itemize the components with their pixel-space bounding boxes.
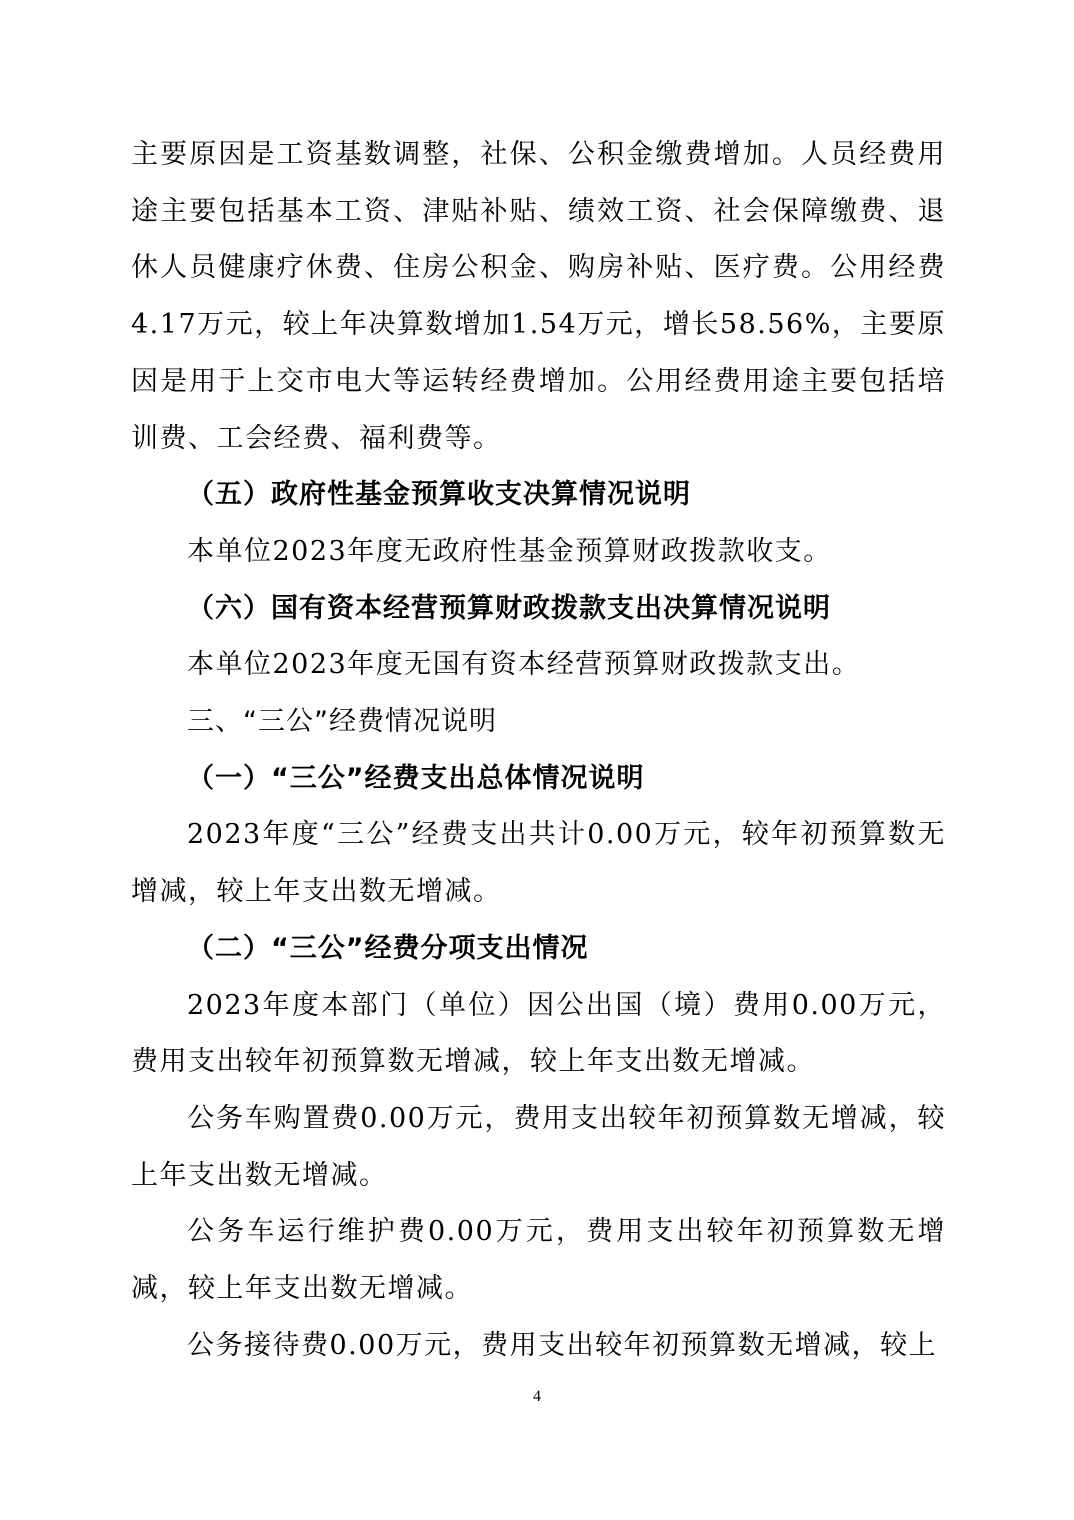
paragraph-vehicle-purchase: 公务车购置费0.00万元，费用支出较年初预算数无增减，较上年支出数无增减。 (131, 1102, 946, 1191)
paragraph-government-fund-budget: 本单位2023年度无政府性基金预算财政拨款收支。 (187, 535, 832, 567)
document-page (131, 127, 946, 1374)
paragraph-three-public-overall: 2023年度“三公”经费支出共计0.00万元，较年初预算数无增减，较上年支出数无增减。 (131, 819, 946, 908)
page-number: 4 (533, 1388, 541, 1405)
paragraph-vehicle-maintenance: 公务车运行维护费0.00万元，费用支出较年初预算数无增减，较上年支出数无增减。 (131, 1216, 946, 1305)
heading-three-public-overall: （一）“三公”经费支出总体情况说明 (187, 762, 645, 794)
heading-three-public-expenses: 三、“三公”经费情况说明 (187, 706, 497, 738)
heading-three-public-itemized: （二）“三公”经费分项支出情况 (187, 932, 589, 964)
paragraph-overseas-travel: 2023年度本部门（单位）因公出国（境）费用0.00万元，费用支出较年初预算数无增减，较上年支出数无增减。 (131, 989, 946, 1078)
paragraph-state-capital-budget: 本单位2023年度无国有资本经营预算财政拨款支出。 (187, 649, 861, 681)
paragraph-official-reception: 公务接待费0.00万元，费用支出较年初预算数无增减，较上 (187, 1329, 938, 1361)
heading-state-capital-budget: （六）国有资本经营预算财政拨款支出决算情况说明 (187, 592, 831, 624)
heading-government-fund-budget: （五）政府性基金预算收支决算情况说明 (187, 479, 691, 511)
paragraph-personnel-public-expenses: 主要原因是工资基数调整，社保、公积金缴费增加。人员经费用途主要包括基本工资、津贴补贴、绩效工资、社会保障缴费、退休人员健康疗休费、住房公积金、购房补贴、医疗费。公用经费4.17万元，较上年决算数增加1.54万元，增长58.56%，主要原因是用于上交市电大等运转经费增加。公用经费用途主要包括培训费、工会经费、福利费等。 (131, 139, 946, 454)
